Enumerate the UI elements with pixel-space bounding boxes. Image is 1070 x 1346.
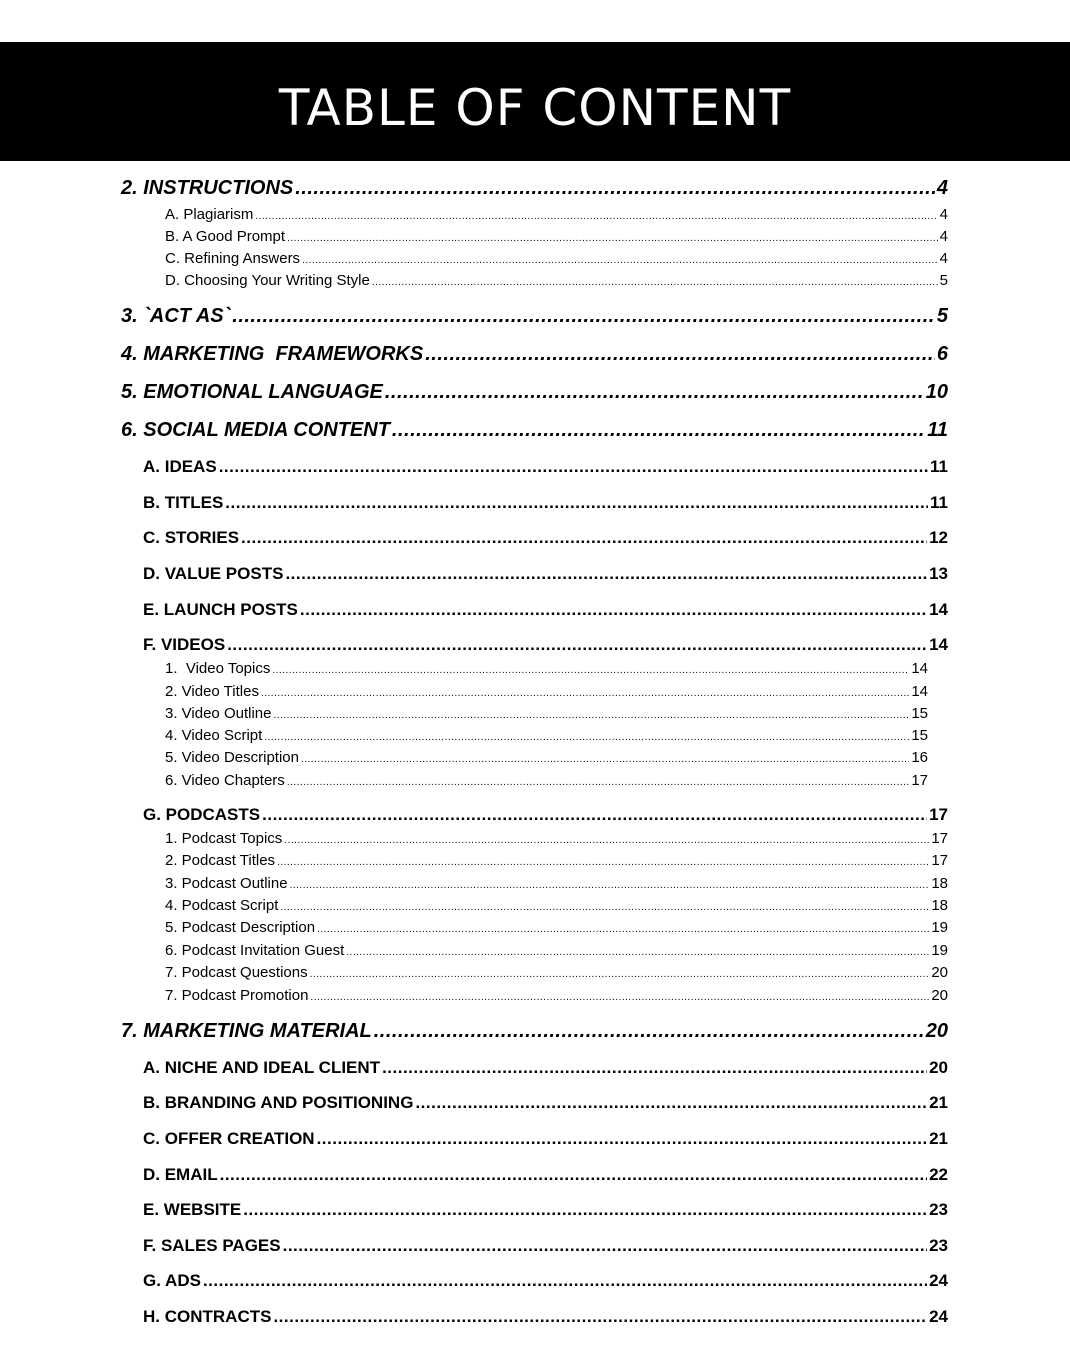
toc-page-number: 14 xyxy=(929,600,948,619)
toc-entry-podcast-invitation-guest[interactable] xyxy=(165,942,948,959)
dot-leader xyxy=(203,1271,927,1291)
toc-entry-niche-ideal-client[interactable] xyxy=(143,1058,948,1078)
toc-entry-emotional-language[interactable] xyxy=(121,381,948,404)
toc-label: 5. Podcast Description xyxy=(165,919,316,936)
dot-leader xyxy=(243,1200,927,1220)
toc-label: F. VIDEOS xyxy=(143,635,226,654)
dot-leader xyxy=(262,805,927,825)
dot-leader xyxy=(425,343,935,366)
dot-leader xyxy=(283,1236,927,1256)
toc-entry-video-outline[interactable] xyxy=(165,705,928,722)
dot-leader xyxy=(415,1093,927,1113)
dot-leader xyxy=(317,919,929,936)
toc-entry-sales-pages[interactable] xyxy=(143,1236,948,1256)
dot-leader xyxy=(273,1307,927,1327)
dot-leader xyxy=(301,749,909,766)
toc-entry-video-script[interactable] xyxy=(165,727,928,744)
toc-entry-videos[interactable] xyxy=(143,635,948,655)
toc-page-number: 13 xyxy=(929,564,948,583)
toc-entry-ideas[interactable] xyxy=(143,457,948,477)
toc-label: 4. MARKETING FRAMEWORKS xyxy=(121,343,424,365)
toc-page-number: 17 xyxy=(931,830,948,847)
toc-label: 6. Video Chapters xyxy=(165,772,285,789)
dot-leader xyxy=(264,727,909,744)
dot-leader xyxy=(310,987,929,1004)
toc-label: A. NICHE AND IDEAL CLIENT xyxy=(143,1058,381,1077)
toc-label: 1. Podcast Topics xyxy=(165,830,283,847)
toc-page-number: 12 xyxy=(929,528,948,547)
toc-entry-email[interactable] xyxy=(143,1165,948,1185)
toc-entry-video-titles[interactable] xyxy=(165,683,928,700)
toc-label: B. BRANDING AND POSITIONING xyxy=(143,1093,414,1112)
toc-page-number: 14 xyxy=(911,660,928,677)
toc-label: 2. Video Titles xyxy=(165,683,259,700)
dot-leader xyxy=(302,250,938,267)
toc-entry-podcast-questions[interactable] xyxy=(165,964,948,981)
dot-leader xyxy=(295,177,935,200)
toc-label: G. PODCASTS xyxy=(143,805,261,824)
toc-label: B. A Good Prompt xyxy=(165,228,286,245)
dot-leader xyxy=(374,1020,924,1043)
toc-entry-website[interactable] xyxy=(143,1200,948,1220)
toc-page-number: 16 xyxy=(911,749,928,766)
dot-leader xyxy=(392,419,925,442)
toc-label: 6. Podcast Invitation Guest xyxy=(165,942,345,959)
toc-label: 7. Podcast Questions xyxy=(165,964,308,981)
toc-label: 6. SOCIAL MEDIA CONTENT xyxy=(121,419,390,441)
dot-leader xyxy=(273,705,909,722)
toc-page-number: 18 xyxy=(931,897,948,914)
toc-entry-launch-posts[interactable] xyxy=(143,600,948,620)
toc-page-number: 17 xyxy=(929,805,948,824)
toc-label: E. LAUNCH POSTS xyxy=(143,600,298,619)
toc-page-number: 11 xyxy=(930,457,948,476)
toc-page-number: 4 xyxy=(939,250,948,267)
toc-label: 7. MARKETING MATERIAL xyxy=(121,1020,372,1042)
toc-page-number: 20 xyxy=(931,987,948,1004)
dot-leader xyxy=(284,830,929,847)
toc-page-number: 23 xyxy=(929,1200,948,1219)
toc-page-number: 5 xyxy=(936,305,948,327)
toc-label: D. EMAIL xyxy=(143,1165,218,1184)
dot-leader xyxy=(317,1129,928,1149)
toc-entry-video-chapters[interactable] xyxy=(165,772,928,789)
dot-leader xyxy=(280,897,929,914)
toc-page-number: 5 xyxy=(939,272,948,289)
toc-page-number: 11 xyxy=(930,493,948,512)
toc-entry-podcast-promotion[interactable] xyxy=(165,987,948,1004)
dot-leader xyxy=(285,564,927,584)
toc-label: 3. Video Outline xyxy=(165,705,272,722)
toc-entry-instructions[interactable] xyxy=(121,177,948,200)
toc-label: 3. Podcast Outline xyxy=(165,875,288,892)
toc-page-number: 14 xyxy=(929,635,948,654)
toc-label: C. OFFER CREATION xyxy=(143,1129,315,1148)
toc-label: C. Refining Answers xyxy=(165,250,301,267)
toc-page-number: 19 xyxy=(931,942,948,959)
dot-leader xyxy=(225,493,928,513)
toc-entry-podcasts[interactable] xyxy=(143,805,948,825)
toc-page-number: 11 xyxy=(927,419,948,441)
toc-page-number: 21 xyxy=(929,1093,948,1112)
toc-entry-podcast-outline[interactable] xyxy=(165,875,948,892)
toc-label: 5. EMOTIONAL LANGUAGE xyxy=(121,381,383,403)
toc-entry-writing-style[interactable] xyxy=(165,272,948,289)
toc-entry-good-prompt[interactable] xyxy=(165,228,948,245)
toc-entry-offer-creation[interactable] xyxy=(143,1129,948,1149)
dot-leader xyxy=(277,852,929,869)
dot-leader xyxy=(220,1165,927,1185)
toc-entry-refining-answers[interactable] xyxy=(165,250,948,267)
toc-entry-podcast-titles[interactable] xyxy=(165,852,948,869)
toc-entry-plagiarism[interactable] xyxy=(165,206,948,223)
toc-page-number: 19 xyxy=(931,919,948,936)
dot-leader xyxy=(272,660,909,677)
toc-page-number: 6 xyxy=(936,343,948,365)
dot-leader xyxy=(287,228,938,245)
toc-entry-branding-positioning[interactable] xyxy=(143,1093,948,1113)
toc-label: D. Choosing Your Writing Style xyxy=(165,272,370,289)
toc-label: B. TITLES xyxy=(143,493,224,512)
toc-page-number: 17 xyxy=(911,772,928,789)
toc-entry-ads[interactable] xyxy=(143,1271,948,1291)
toc-page-number: 23 xyxy=(929,1236,948,1255)
dot-leader xyxy=(255,206,937,223)
toc-entry-podcast-topics[interactable] xyxy=(165,830,948,847)
toc-label: D. VALUE POSTS xyxy=(143,564,284,583)
dot-leader xyxy=(382,1058,927,1078)
dot-leader xyxy=(261,683,909,700)
toc-page-number: 4 xyxy=(936,177,948,199)
toc-label: 7. Podcast Promotion xyxy=(165,987,309,1004)
toc-label: 1. Video Topics xyxy=(165,660,271,677)
dot-leader xyxy=(227,635,927,655)
toc-entry-titles[interactable] xyxy=(143,493,948,513)
toc-entry-stories[interactable] xyxy=(143,528,948,548)
toc-label: 2. Podcast Titles xyxy=(165,852,276,869)
toc-entry-act-as[interactable] xyxy=(121,305,948,328)
dot-leader xyxy=(385,381,924,404)
dot-leader xyxy=(372,272,938,289)
dot-leader xyxy=(346,942,929,959)
toc-page-number: 24 xyxy=(929,1271,948,1290)
toc-label: G. ADS xyxy=(143,1271,201,1290)
toc-entry-social-media-content[interactable] xyxy=(121,419,948,442)
toc-label: H. CONTRACTS xyxy=(143,1307,272,1326)
toc-entry-video-topics[interactable] xyxy=(165,660,928,677)
toc-entry-contracts[interactable] xyxy=(143,1307,948,1327)
toc-page-number: 15 xyxy=(911,705,928,722)
toc-label: A. Plagiarism xyxy=(165,206,254,223)
toc-entry-podcast-script[interactable] xyxy=(165,897,948,914)
toc-page-number: 10 xyxy=(925,381,948,403)
page-title: TABLE OF CONTENT xyxy=(278,78,792,137)
toc-entry-podcast-description[interactable] xyxy=(165,919,948,936)
dot-leader xyxy=(290,875,930,892)
toc-entry-value-posts[interactable] xyxy=(143,564,948,584)
toc-page-number: 20 xyxy=(931,964,948,981)
toc-page-number: 24 xyxy=(929,1307,948,1326)
toc-label: F. SALES PAGES xyxy=(143,1236,281,1255)
toc-page-number: 20 xyxy=(925,1020,948,1042)
toc-page-number: 4 xyxy=(939,228,948,245)
toc-label: 2. INSTRUCTIONS xyxy=(121,177,294,199)
toc-label: C. STORIES xyxy=(143,528,240,547)
toc-label: E. WEBSITE xyxy=(143,1200,242,1219)
toc-entry-video-description[interactable] xyxy=(165,749,928,766)
toc-page-number: 18 xyxy=(931,875,948,892)
toc-page-number: 21 xyxy=(929,1129,948,1148)
toc-page-number: 17 xyxy=(931,852,948,869)
toc-label: A. IDEAS xyxy=(143,457,217,476)
dot-leader xyxy=(300,600,927,620)
toc-page-number: 22 xyxy=(929,1165,948,1184)
toc-label: 4. Video Script xyxy=(165,727,263,744)
dot-leader xyxy=(310,964,930,981)
toc-label: 4. Podcast Script xyxy=(165,897,279,914)
toc-page-number: 14 xyxy=(911,683,928,700)
toc-page-number: 4 xyxy=(939,206,948,223)
toc-entry-marketing-material[interactable] xyxy=(121,1020,948,1043)
dot-leader xyxy=(219,457,928,477)
toc-page-number: 15 xyxy=(911,727,928,744)
dot-leader xyxy=(287,772,910,789)
toc-entry-marketing-frameworks[interactable] xyxy=(121,343,948,366)
dot-leader xyxy=(241,528,927,548)
toc-label: 3. `ACT AS` xyxy=(121,305,231,327)
dot-leader xyxy=(232,305,935,328)
toc-label: 5. Video Description xyxy=(165,749,299,766)
toc-page-number: 20 xyxy=(929,1058,948,1077)
